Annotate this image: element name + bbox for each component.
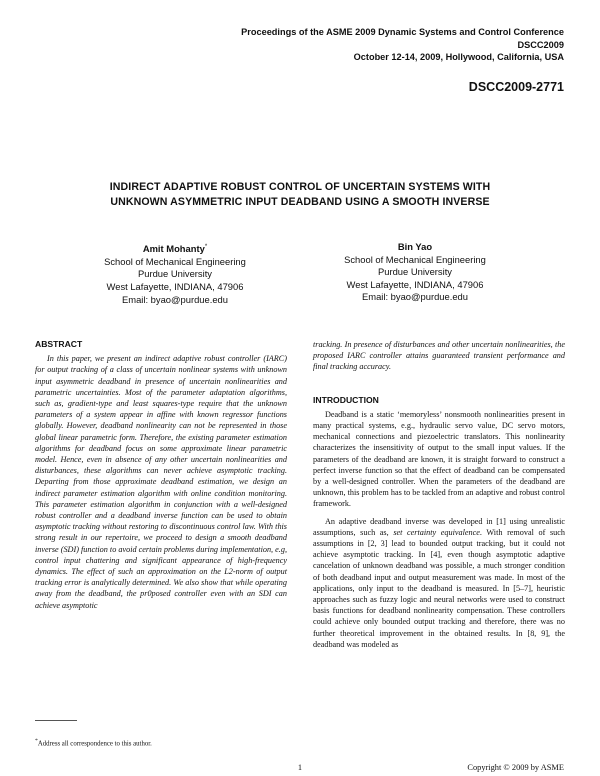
author-location: West Lafayette, INDIANA, 47906 <box>346 278 484 290</box>
footnote-mark: * <box>35 738 38 744</box>
abstract-continuation: tracking. In presence of disturbances and other uncertain nonlinearities, the proposed IARC controller attains guaranteed transient performance and final tracking accuracy. <box>313 340 565 372</box>
author-email: Email: byao@purdue.edu <box>122 293 228 305</box>
abstract-text: In this paper, we present an indirect adaptive robust controller (IARC) for output tracking of a class of uncertain nonlinear systems with unknown input asymmetric deadband in presence of uncertain nonlinearities and parametric uncertainties. Most of the parameter adaptation algorithms, such as, gradient-type and least squares-type require that the unknown parameters of a system appear in affine with known regressor functions globally. However, deadband nonlinearity can not be represented in those global linear parametric form. Therefore, the existing parameter estimation algorithms for deadband focus on some approximate linear parametric model. Hence, even in absence of any other uncertain nonlinearities and disturbances, these algorithms can never achieve asymptotic tracking. Departing from those approximate deadband estimation, we design an indirect parameter estimation algorithm with online condition monitoring. This parameter estimation algorithm in conjunction with a well-designed robust controller and a deadband inverse function can be used to obtain asymptotic tracking without restoring to discontinuous control law. With this strong result in our repertoire, we proceed to design a smooth deadband inverse (SDI) function to avoid certain problems during implementation, e.g, control input chattering and significant appearance of high-frequency dynamics. The effect of such an approximation on the L2-norm of output tracking error is analytically determined. We also show that while operating away from the deadband, the pr0posed controller even with an SDI can achieve asymptotic <box>35 354 287 610</box>
author-location: West Lafayette, INDIANA, 47906 <box>106 280 244 292</box>
author-name: Bin Yao <box>397 241 433 252</box>
introduction-heading: INTRODUCTION <box>313 394 379 405</box>
copyright-notice: Copyright © 2009 by ASME <box>467 763 564 772</box>
abstract-heading: ABSTRACT <box>35 339 83 349</box>
footnote-divider <box>35 720 77 721</box>
author-name: Amit Mohanty <box>142 243 205 255</box>
right-column <box>313 339 565 650</box>
introduction-paragraph-1: Deadband is a static ‘memoryless’ nonsmooth nonlinearities present in many practical systems, e.g., hydraulic servo value, DC servo motors, mechanical connections and piezoelectric translators. This nonlinearity characterizes the insensitivity of output to the small input values. If the parameters of the deadband are known, it is straight forward to construct a perfect inverse function so that the effect of deadband can be compensated by a well-designed controller. When the parameters of the deadband are unknown, this problem has to be tackled from an adaptive and robust control framework. <box>313 409 565 509</box>
author-university: Purdue University <box>138 268 212 280</box>
author-affiliation: School of Mechanical Engineering <box>344 253 486 265</box>
author-block-1 <box>75 241 275 306</box>
page-number: 1 <box>297 763 303 772</box>
footnote <box>35 738 152 747</box>
conference-code: DSCC2009 <box>517 39 564 50</box>
paragraph-2-text-b: . With removal of such assumptions in [2, 3] lead to bounded output tracking, but it could not achieve asymptotic tracking. In [4], even though asymptotic adaptive cancelation of unknown deadband was possible, a much stronger condition of both deadband input and output measurement was made. In most of the applications, only input to the deadband is measured. In [5–7], heuristic approaches such as fuzzy logic and neural networks were used to construct basis functions for deadband nonlinearity compensation. These controllers could achieve only bounded output tracking and therefore, there was no further theoretical improvement in the obtained results. In [8, 9], the deadband was modeled as <box>313 527 565 649</box>
title-line-1: INDIRECT ADAPTIVE ROBUST CONTROL OF UNCERTAIN SYSTEMS WITH <box>109 181 491 193</box>
introduction-paragraph-2 <box>313 516 565 650</box>
author-university: Purdue University <box>378 266 452 278</box>
paper-title <box>0 180 600 209</box>
conference-name: Proceedings of the ASME 2009 Dynamic Systems and Control Conference <box>241 27 564 37</box>
left-column <box>35 339 287 611</box>
conference-header <box>241 26 564 64</box>
title-line-2: UNKNOWN ASYMMETRIC INPUT DEADBAND USING A SMOOTH INVERSE <box>110 195 490 208</box>
author-block-2 <box>315 241 515 304</box>
author-email: Email: byao@purdue.edu <box>362 291 468 303</box>
paragraph-2-text-a: An adaptive deadband inverse was developed in [1] using unrealistic assumptions, such as, <box>313 516 565 537</box>
conference-date-location: October 12-14, 2009, Hollywood, California, USA <box>353 52 564 62</box>
paper-code: DSCC2009-2771 <box>468 80 564 94</box>
footnote-text: Address all correspondence to this author. <box>37 740 152 748</box>
author-affiliation: School of Mechanical Engineering <box>104 255 246 267</box>
paragraph-2-emphasis: set certainty equivalence <box>393 527 480 537</box>
author-footnote-mark: * <box>204 244 208 250</box>
